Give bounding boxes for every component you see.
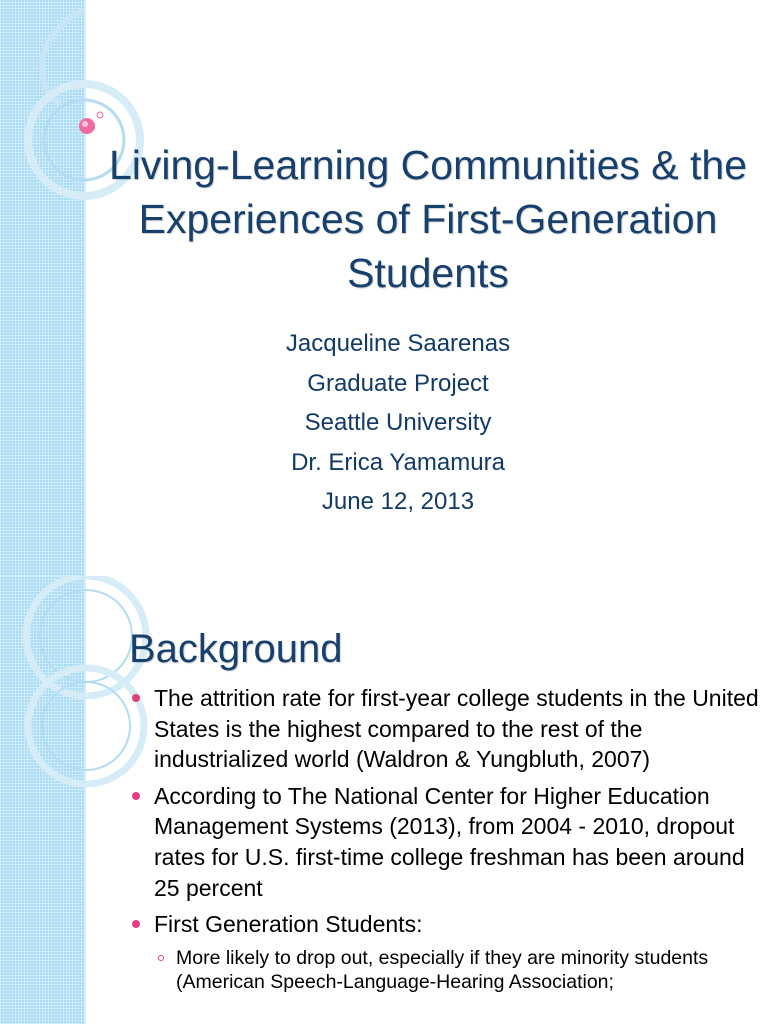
bullet-list bbox=[130, 683, 760, 1000]
presentation-title: Living-Learning Communities & the Experiences of First-Generation Students bbox=[108, 142, 748, 296]
bullet-text: The attrition rate for first-year college students in the United States is the highest compared to the rest of the industrialized world (Waldron & Yungbluth, 2007) bbox=[154, 685, 759, 773]
bullet-ring-icon bbox=[158, 955, 164, 961]
subtitle-line: Jacqueline Saarenas bbox=[285, 330, 511, 357]
bullet-text: First Generation Students: bbox=[154, 911, 423, 938]
sub-bullet-item bbox=[154, 946, 760, 994]
subtitle-line: Dr. Erica Yamamura bbox=[291, 448, 505, 476]
slide-title: Background bbox=[129, 627, 343, 671]
subtitle-line: Seattle University bbox=[304, 409, 492, 436]
presenter-info bbox=[96, 324, 700, 522]
sub-bullet-list bbox=[154, 946, 760, 994]
bullet-text: According to The National Center for Higher Education Management Systems (2013), from 2004 - 2010, dropout rates for U.S. first-time college freshman has been around 25 percent bbox=[154, 782, 745, 901]
sub-bullet-text: More likely to drop out, especially if they are minority students (American Speech-Language-Hearing Association; bbox=[176, 946, 709, 993]
bullet-dot-icon bbox=[132, 920, 140, 928]
subtitle-line: Graduate Project bbox=[307, 369, 489, 397]
bullet-item bbox=[130, 683, 760, 775]
subtitle-line: June 12, 2013 bbox=[321, 488, 475, 515]
bullet-item bbox=[130, 909, 760, 994]
bullet-item bbox=[130, 781, 760, 903]
bullet-dot-icon bbox=[132, 694, 140, 702]
swirl-decoration-icon bbox=[0, 576, 150, 1024]
bullet-dot-icon bbox=[132, 792, 140, 800]
